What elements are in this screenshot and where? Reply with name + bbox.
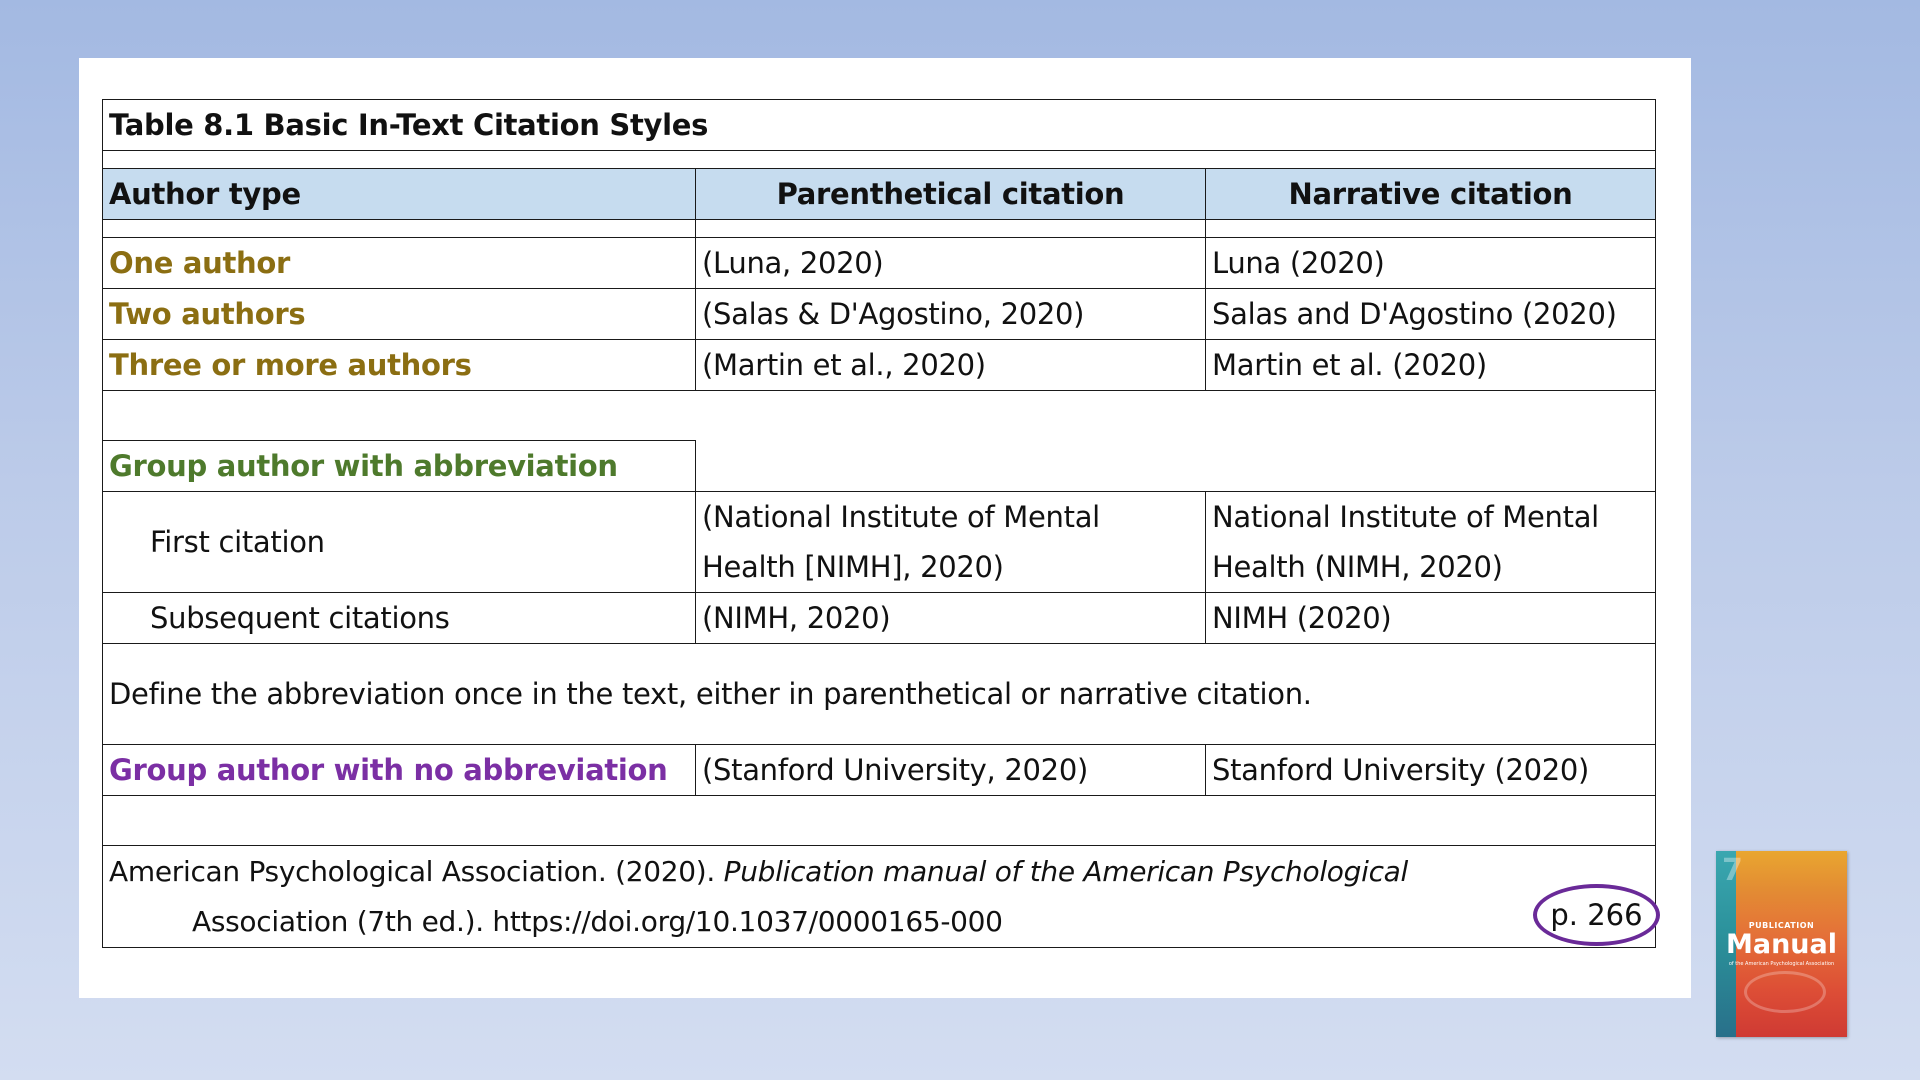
- subsequent-parenthetical: (NIMH, 2020): [696, 593, 1206, 644]
- apa-manual-book-cover: [1716, 851, 1847, 1037]
- spacer-cell: [1206, 220, 1656, 238]
- empty-row: [103, 391, 1656, 441]
- page-number: p. 266: [1550, 898, 1643, 932]
- first-citation-row: [103, 492, 1656, 593]
- table-row: [103, 289, 1656, 340]
- first-parenthetical-line2: Health [NIMH], 2020): [702, 550, 1004, 584]
- subsequent-citation-label: Subsequent citations: [103, 593, 696, 644]
- narrative-cell: Salas and D'Agostino (2020): [1206, 289, 1656, 340]
- header-row: [103, 169, 1656, 220]
- reference-line2: Association (7th ed.). https://doi.org/10.1037/0000165-000: [192, 904, 1003, 938]
- table-title: Table 8.1 Basic In-Text Citation Styles: [103, 100, 1656, 151]
- book-edition-number: 7: [1722, 853, 1743, 888]
- reference-citation: [103, 846, 1656, 948]
- group-abbrev-label: Group author with abbreviation: [103, 441, 696, 492]
- table-row: [103, 340, 1656, 391]
- narrative-cell: Martin et al. (2020): [1206, 340, 1656, 391]
- first-citation-parenthetical: [696, 492, 1206, 593]
- book-manual-title: Manual: [1725, 929, 1837, 960]
- header-author-type: Author type: [103, 169, 696, 220]
- book-swirl-graphic: [1744, 971, 1826, 1013]
- slide: [79, 58, 1691, 998]
- citation-styles-table: [102, 99, 1656, 948]
- group-abbrev-header-row: [103, 441, 1656, 492]
- narrative-cell: Luna (2020): [1206, 238, 1656, 289]
- first-parenthetical-line1: (National Institute of Mental: [702, 500, 1100, 534]
- reference-title-italic: Publication manual of the American Psychological: [723, 854, 1409, 888]
- page-number-oval: [1533, 884, 1660, 946]
- reference-part1: American Psychological Association. (2020).: [109, 854, 724, 888]
- parenthetical-cell: (Salas & D'Agostino, 2020): [696, 289, 1206, 340]
- subsequent-citation-row: [103, 593, 1656, 644]
- book-subtitle: of the American Psychological Association: [1728, 961, 1835, 967]
- group-no-abbrev-narrative: Stanford University (2020): [1206, 745, 1656, 796]
- header-narrative: Narrative citation: [1206, 169, 1656, 220]
- header-parenthetical: Parenthetical citation: [696, 169, 1206, 220]
- first-narrative-line1: National Institute of Mental: [1212, 500, 1599, 534]
- spacer-row: [103, 151, 1656, 169]
- first-citation-narrative: [1206, 492, 1656, 593]
- first-citation-label: First citation: [103, 492, 696, 593]
- group-no-abbrev-label: Group author with no abbreviation: [103, 745, 696, 796]
- empty-row: [103, 796, 1656, 846]
- abbreviation-note: Define the abbreviation once in the text, either in parenthetical or narrative citation.: [103, 644, 1656, 745]
- author-type-cell: One author: [103, 238, 696, 289]
- group-no-abbrev-parenthetical: (Stanford University, 2020): [696, 745, 1206, 796]
- first-narrative-line2: Health (NIMH, 2020): [1212, 550, 1503, 584]
- empty-cell: [696, 441, 1656, 492]
- author-type-cell: Three or more authors: [103, 340, 696, 391]
- author-type-cell: Two authors: [103, 289, 696, 340]
- parenthetical-cell: (Martin et al., 2020): [696, 340, 1206, 391]
- subsequent-narrative: NIMH (2020): [1206, 593, 1656, 644]
- parenthetical-cell: (Luna, 2020): [696, 238, 1206, 289]
- spacer-cell: [696, 220, 1206, 238]
- table-row: [103, 238, 1656, 289]
- book-publication-label: PUBLICATION: [1748, 921, 1815, 930]
- spacer-cell: [103, 220, 696, 238]
- group-no-abbrev-row: [103, 745, 1656, 796]
